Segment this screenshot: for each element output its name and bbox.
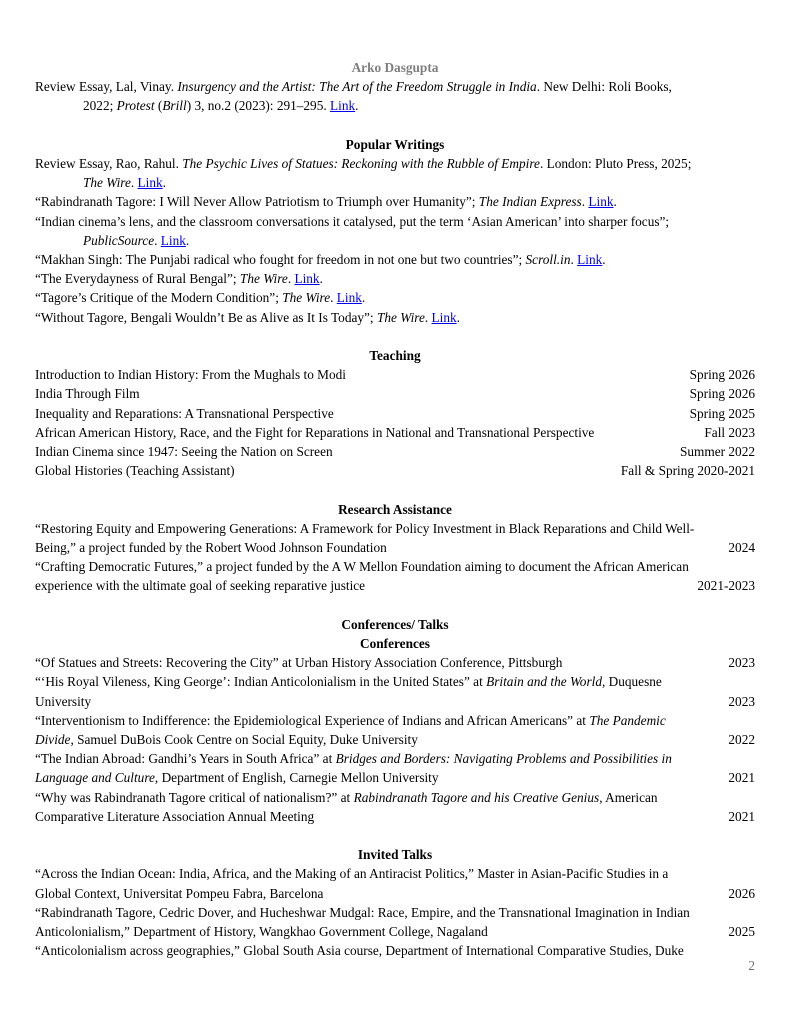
text-segment: . [162, 175, 166, 191]
cv-line [35, 519, 755, 538]
text-segment: The Indian Express [478, 194, 582, 210]
entry-date: Spring 2026 [689, 367, 755, 383]
cv-line [35, 269, 755, 288]
cv-line [35, 231, 755, 250]
text-segment: . [330, 290, 337, 306]
text-segment: “Anticolonialism across geographies,” Global South Asia course, Department of International Comparative Studies, Duke [35, 943, 684, 959]
cv-line [35, 365, 755, 384]
text-segment: . [613, 194, 617, 210]
text-segment: The Pandemic [589, 712, 666, 728]
cv-line [35, 576, 755, 595]
entry-date: 2022 [728, 732, 755, 748]
cv-body [35, 77, 755, 960]
text-segment: . [361, 290, 366, 306]
text-segment: , Samuel DuBois Cook Centre on Social Equity, Duke University [70, 732, 418, 748]
cv-line [35, 308, 755, 327]
text-segment: The Psychic Lives of Statues: Reckoning with the Rubble of Empire [182, 156, 540, 171]
text-segment: The Wire [239, 271, 288, 287]
cv-line [35, 941, 755, 960]
text-segment: Review Essay, Rao, Rahul. [35, 156, 183, 171]
text-segment: . [456, 309, 460, 325]
entry-date: 2023 [728, 655, 755, 671]
text-segment: The Wire [83, 175, 131, 191]
cv-line [35, 922, 755, 941]
text-segment: Being,” a project funded by the Robert Wood Johnson Foundation [35, 540, 387, 556]
text-segment: Protest [116, 98, 155, 114]
section-research-assistance [35, 500, 755, 596]
text-segment: “Makhan Singh: The Punjabi radical who fought for freedom in not one but two countries”; [35, 252, 526, 268]
cv-line [35, 423, 755, 442]
entry-date: 2024 [728, 540, 755, 556]
text-segment: , American [599, 789, 658, 805]
cv-line [35, 807, 755, 826]
text-segment: experience with the ultimate goal of seeking reparative justice [35, 578, 366, 594]
text-segment: . [355, 98, 359, 114]
text-segment: , Department of English, Carnegie Mellon University [154, 770, 439, 786]
cv-line [35, 788, 755, 807]
text-segment: Introduction to Indian History: From the Mughals to Modi [35, 367, 346, 383]
text-segment: Britain and the World [486, 674, 602, 690]
text-segment: Rabindranath Tagore and his Creative Genius [353, 789, 600, 805]
text-segment: “The Indian Abroad: Gandhi’s Years in South Africa” at [35, 751, 336, 767]
text-segment: . [581, 194, 589, 210]
text-segment: Global Histories (Teaching Assistant) [35, 463, 235, 479]
text-segment: Review Essay, Lal, Vinay. [35, 79, 178, 95]
text-segment: Indian Cinema since 1947: Seeing the Nation on Screen [35, 444, 333, 460]
text-segment: . London: Pluto Press, 2025; [539, 156, 692, 171]
text-segment: Comparative Literature Association Annual Meeting [35, 808, 315, 824]
text-segment: , Duquesne [601, 674, 662, 690]
text-segment: Divide [35, 732, 71, 748]
section-heading: Conferences/ Talks [341, 616, 449, 632]
page-number: 2 [748, 958, 755, 973]
text-segment: India Through Film [35, 386, 140, 402]
entry-date: 2021 [728, 808, 755, 824]
section-continued-publications [35, 77, 755, 115]
section-heading: Invited Talks [357, 847, 433, 863]
hyperlink[interactable]: Link [160, 232, 186, 248]
hyperlink[interactable]: Link [294, 271, 320, 287]
section-heading: Research Assistance [338, 501, 452, 517]
text-segment: “Restoring Equity and Empowering Generations: A Framework for Policy Investment in Black Reparations and Child Well- [35, 520, 695, 536]
text-segment: “The Everydayness of Rural Bengal”; [35, 271, 240, 287]
text-segment: University [35, 693, 92, 709]
text-segment: . [154, 232, 161, 248]
hyperlink[interactable]: Link [588, 194, 614, 210]
text-segment: The Wire [376, 309, 425, 325]
entry-date: 2021-2023 [697, 578, 755, 594]
section-heading: Conferences [360, 636, 430, 652]
text-segment: “‘His Royal Vileness, King George’: Indian Anticolonialism in the United States” at [35, 674, 487, 690]
text-segment: “Tagore’s Critique of the Modern Condition”; [35, 290, 283, 306]
cv-line [35, 692, 755, 711]
entry-date: Spring 2026 [689, 386, 755, 402]
cv-line [35, 864, 755, 883]
entry-date: 2023 [728, 693, 755, 709]
cv-line [35, 212, 755, 231]
text-segment: Insurgency and the Artist: The Art of the Freedom Struggle in India [177, 79, 537, 95]
entry-date: 2025 [728, 924, 755, 940]
cv-line [35, 288, 755, 307]
cv-line [35, 768, 755, 787]
text-segment: “Of Statues and Streets: Recovering the City” at Urban History Association Conference, Pittsburgh [35, 655, 563, 671]
text-segment: Anticolonialism,” Department of History, Wangkhao Government College, Nagaland [35, 924, 488, 940]
cv-line [35, 557, 755, 576]
cv-line [35, 384, 755, 403]
text-segment: Scroll.in [525, 252, 571, 268]
text-segment: The Wire [282, 290, 331, 306]
cv-line [35, 192, 755, 211]
text-segment: ) 3, no.2 (2023): 291–295. [186, 98, 331, 114]
text-segment: . [130, 175, 138, 191]
cv-line [35, 903, 755, 922]
text-segment: “Rabindranath Tagore, Cedric Dover, and Hucheshwar Mudgal: Race, Empire, and the Transnational Imagination in Indian [35, 904, 690, 920]
text-segment: “Across the Indian Ocean: India, Africa, and the Making of an Antiracist Politics,” Master in Asian-Pacific Studies in a [35, 866, 669, 882]
cv-line [35, 672, 755, 691]
section-heading: Teaching [369, 348, 421, 364]
entry-date: Fall 2023 [704, 424, 755, 440]
cv-line [35, 154, 755, 173]
section-teaching [35, 346, 755, 480]
cv-line [35, 884, 755, 903]
text-segment: Inequality and Reparations: A Transnational Perspective [35, 405, 334, 421]
text-segment: . [602, 252, 606, 268]
section-popular-writings [35, 135, 755, 327]
cv-line [35, 711, 755, 730]
text-segment: “Rabindranath Tagore: I Will Never Allow Patriotism to Triumph over Humanity”; [35, 194, 479, 210]
cv-line [35, 730, 755, 749]
entry-date: 2026 [728, 885, 755, 901]
text-segment: . [185, 232, 190, 248]
text-segment: “Indian cinema’s lens, and the classroom conversations it catalysed, put the term ‘Asian American’ into sharper focus”; [35, 213, 670, 229]
entry-date: Fall & Spring 2020-2021 [620, 463, 755, 479]
text-segment: ( [154, 98, 163, 114]
cv-line [35, 442, 755, 461]
text-segment: . [319, 271, 323, 287]
cv-line [35, 538, 755, 557]
text-segment: . [424, 309, 432, 325]
text-segment: PublicSource [83, 232, 155, 248]
text-segment: Language and Culture [35, 770, 155, 786]
cv-line [35, 749, 755, 768]
cv-line [35, 653, 755, 672]
section-heading: Popular Writings [345, 136, 445, 152]
text-segment: “Crafting Democratic Futures,” a project funded by the A W Mellon Foundation aiming to document the African American [35, 559, 689, 575]
cv-line [35, 173, 755, 192]
cv-line [35, 250, 755, 269]
cv-line [35, 404, 755, 423]
text-segment: “Why was Rabindranath Tagore critical of nationalism?” at [35, 789, 354, 805]
text-segment: . [570, 252, 578, 268]
cv-line [35, 96, 755, 115]
text-segment: Brill [162, 98, 187, 114]
text-segment: . New Delhi: Roli Books, [536, 79, 672, 95]
hyperlink[interactable]: Link [336, 290, 362, 306]
text-segment: “Interventionism to Indifference: the Epidemiological Experience of Indians and African Americans” at [35, 712, 590, 728]
text-segment: African American History, Race, and the Fight for Reparations in National and Transnational Perspective [35, 424, 595, 440]
text-segment: “Without Tagore, Bengali Wouldn’t Be as Alive as It Is Today”; [35, 309, 377, 325]
text-segment: 2022; [83, 98, 117, 114]
hyperlink[interactable]: Link [577, 252, 603, 268]
hyperlink[interactable]: Link [431, 309, 457, 325]
hyperlink[interactable]: Link [330, 98, 356, 114]
text-segment: Global Context, Universitat Pompeu Fabra, Barcelona [35, 885, 324, 901]
entry-date: Spring 2025 [689, 405, 755, 421]
section-conferences-talks [35, 615, 755, 826]
cv-line [35, 461, 755, 480]
entry-date: 2021 [728, 770, 755, 786]
section-invited-talks [35, 845, 755, 960]
text-segment: . [287, 271, 295, 287]
cv-line [35, 77, 755, 96]
text-segment: Bridges and Borders: Navigating Problems and Possibilities in [335, 751, 672, 767]
entry-date: Summer 2022 [680, 444, 755, 460]
author-name: Arko Dasgupta [351, 60, 439, 75]
hyperlink[interactable]: Link [137, 175, 163, 191]
